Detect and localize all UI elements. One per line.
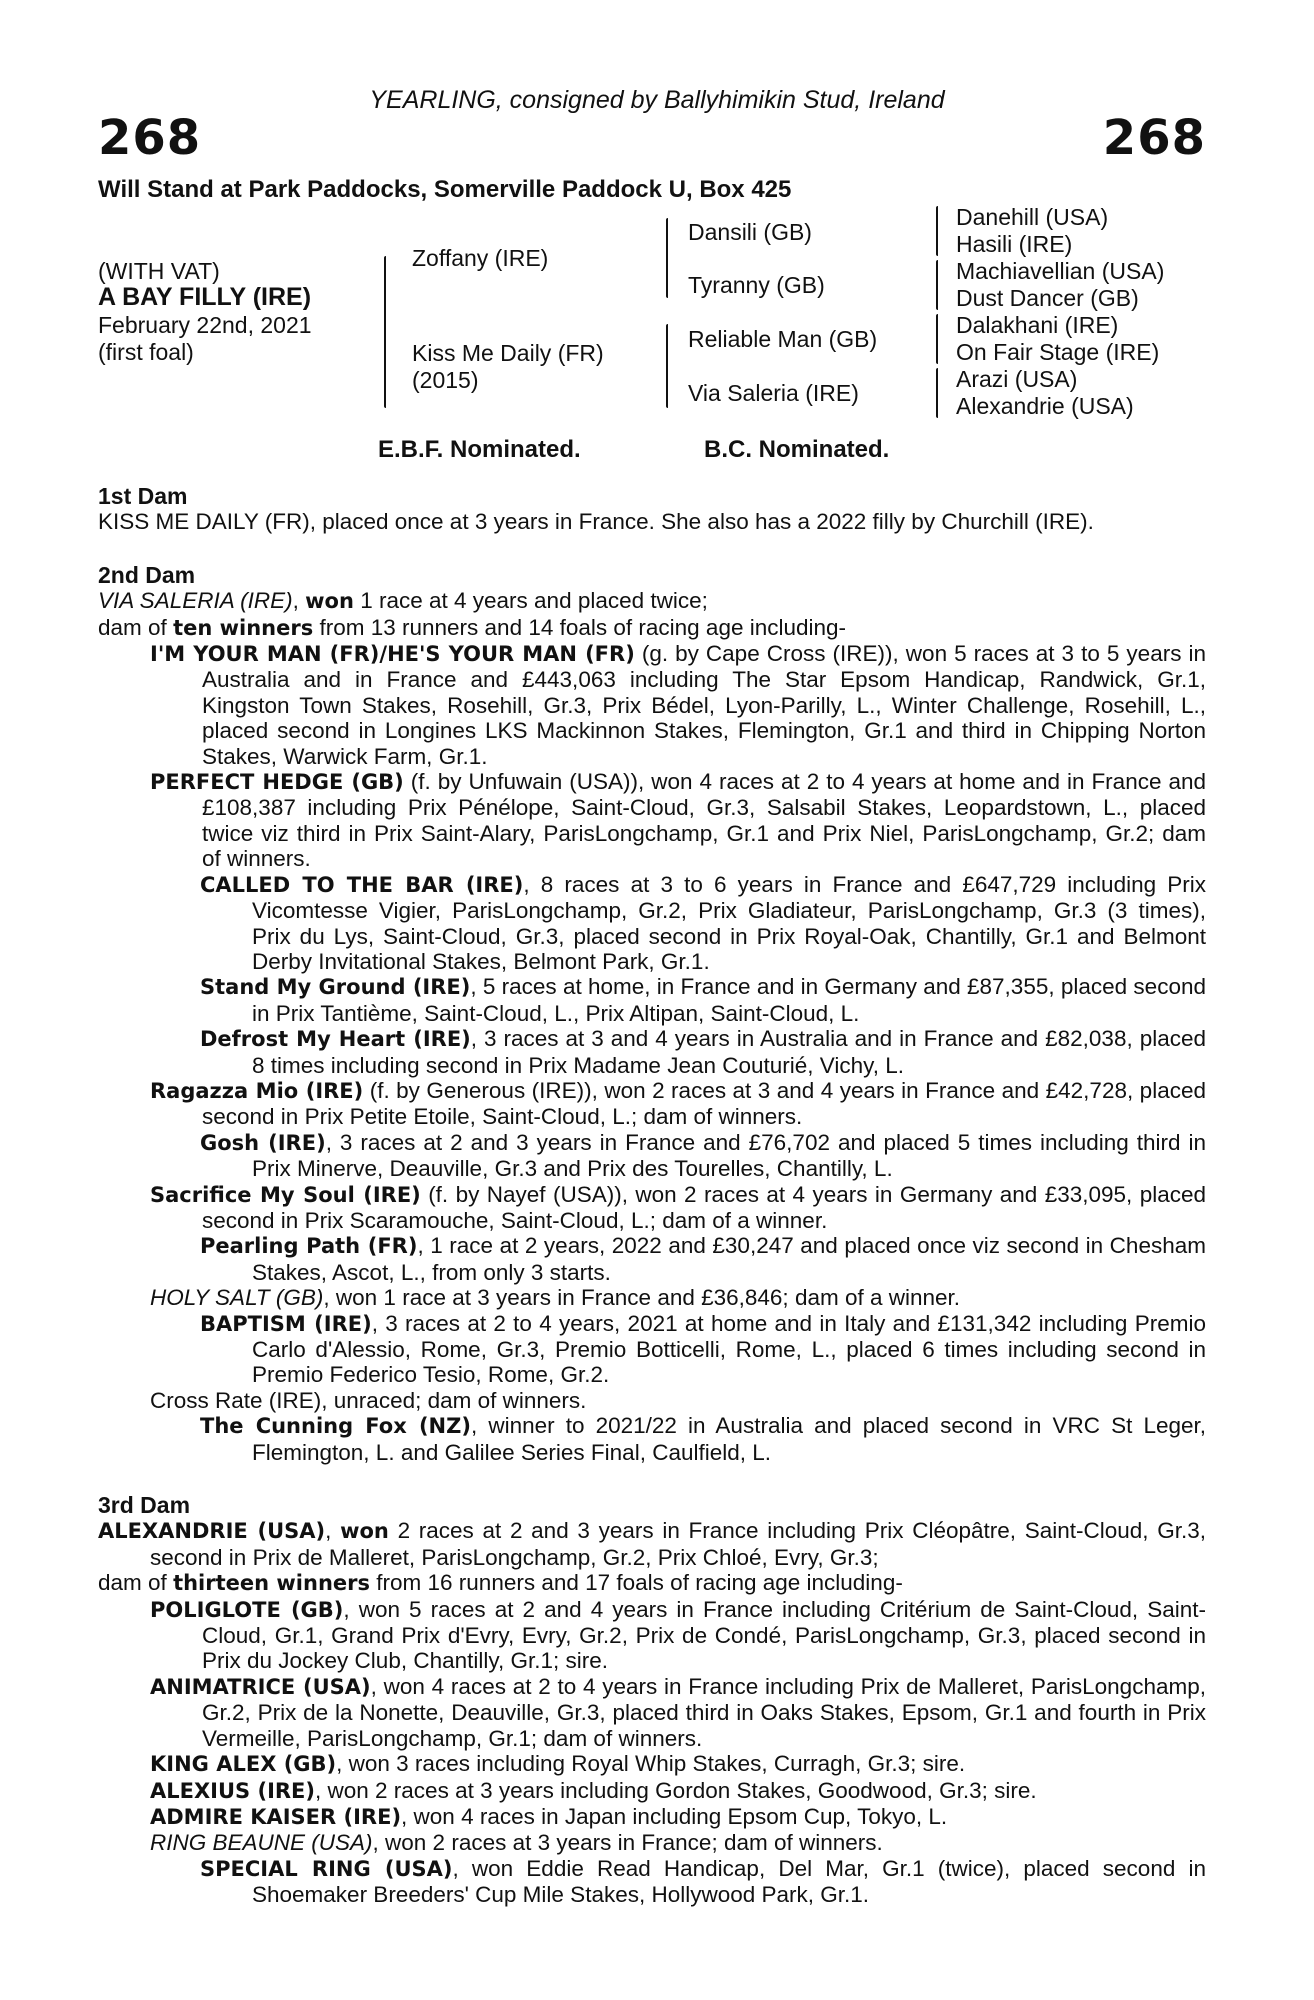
produce-entry-name: HOLY SALT (GB) (150, 1285, 324, 1311)
sire-dam-name: Tyranny (GB) (688, 272, 825, 298)
produce-entry (98, 1778, 1206, 1804)
produce-entry-text: , won Eddie Read Handicap, Del Mar, Gr.1 (twice), placed second in Shoemaker Breeders' Cup Mile Stakes, Hollywood Park, Gr.1. (252, 1855, 1206, 1908)
produce-entry-name: The Cunning Fox (NZ) (200, 1414, 471, 1439)
produce-entry-text: , 3 races at 2 and 3 years in France and £76,702 and placed 5 times including third in Prix Minerve, Deauville, Gr.3 and Prix des Tourelles, Chantilly, L. (252, 1129, 1207, 1182)
produce-entry-name: ALEXIUS (IRE) (150, 1778, 315, 1803)
ggp-3: Machiavellian (USA) (956, 258, 1165, 284)
produce-entry-name: CALLED TO THE BAR (IRE) (200, 872, 524, 897)
produce-entry-name: Sacrifice My Soul (IRE) (150, 1182, 421, 1207)
lot-number-right: 268 (1102, 110, 1206, 166)
produce-entry (98, 641, 1206, 769)
pedigree-brace-g4 (936, 368, 938, 418)
third-dam-name: ALEXANDRIE (USA) (98, 1519, 326, 1544)
horse-name: A BAY FILLY (IRE) (98, 283, 312, 311)
second-dam-produce-line (98, 615, 1206, 641)
produce-entry (98, 1311, 1206, 1388)
pedigree-brace-g2 (936, 260, 938, 310)
ggp-5: Dalakhani (IRE) (956, 312, 1119, 338)
stand-location: Will Stand at Park Paddocks, Somerville Paddock U, Box 425 (98, 176, 792, 203)
produce-entry-name: Cross Rate (IRE) (150, 1387, 322, 1413)
produce-entry-text: , won 4 races at 2 to 4 years in France including Prix de Malleret, ParisLongchamp, Gr.2, Prix de la Nonette, Deauville, Gr.3, placed third in Oaks Stakes, Epsom, Gr.1 and fourth in Prix Vermeille, ParisLongchamp, Gr.1; dam of winners. (202, 1673, 1206, 1751)
third-dam-intro: ALEXANDRIE (USA), won 2 races at 2 and 3 years in France including Prix Cléopâtre, Saint-Cloud, Gr.3, second in Prix de Malleret, ParisLongchamp, Gr.2, Prix Chloé, Evry, Gr.3; (98, 1518, 1206, 1570)
produce-entry-text: , 8 races at 3 to 6 years in France and £647,729 including Prix Vicomtesse Vigier, ParisLongchamp, Gr.2, Prix Gladiateur, ParisLongchamp, Gr.3 (3 times), Prix du Lys, Saint-Cloud, Gr.3, placed second in Prix Royal-Oak, Chantilly, Gr.1 and Belmont Derby Invitational Stakes, Belmont Park, Gr.1. (252, 871, 1206, 974)
third-dam-winners-count: thirteen winners (173, 1571, 370, 1596)
second-dam-entries (98, 641, 1206, 1465)
produce-entry (98, 769, 1206, 872)
produce-entry-text: , 3 races at 2 to 4 years, 2021 at home and in Italy and £131,342 including Premio Carlo d'Alessio, Rome, Gr.3, Premio Botticelli, Rome, L., placed 6 times including second in Premio Federico Tesio, Rome, Gr.2. (252, 1310, 1206, 1388)
produce-entry (98, 1233, 1206, 1285)
second-dam-dam-of: dam of (98, 614, 167, 640)
pedigree-brace-dam (666, 324, 668, 408)
produce-entry (98, 974, 1206, 1026)
pedigree-brace-g1 (936, 206, 938, 256)
produce-entry (98, 1182, 1206, 1234)
bc-nomination: B.C. Nominated. (704, 436, 890, 463)
ggp-4: Dust Dancer (GB) (956, 285, 1139, 311)
produce-entry (98, 1804, 1206, 1830)
sire-sire-name: Dansili (GB) (688, 219, 812, 245)
sire-name: Zoffany (IRE) (412, 245, 549, 271)
produce-entry-text: , 3 races at 3 and 4 years in Australia and in France and £82,038, placed 8 times including second in Prix Madame Jean Couturié, Vichy, L. (252, 1026, 1206, 1078)
third-dam-runners: from 16 runners and 17 foals of racing age including- (376, 1570, 903, 1596)
second-dam-intro: VIA SALERIA (IRE), won 1 race at 4 years and placed twice; (98, 588, 708, 614)
vat-note: (WITH VAT) (98, 258, 220, 284)
produce-entry (98, 1856, 1206, 1908)
produce-entry-name: SPECIAL RING (USA) (200, 1856, 453, 1881)
dam-sire-name: Reliable Man (GB) (688, 326, 878, 352)
produce-entry-text: (f. by Unfuwain (USA)), won 4 races at 2 to 4 years at home and in France and £108,387 including Prix Pénélope, Saint-Cloud, Gr.3, Salsabil Stakes, Leopardstown, L., placed twice viz third in Prix Saint-Alary, ParisLongchamp, Gr.1 and Prix Niel, ParisLongchamp, Gr.2; dam of winners. (202, 769, 1206, 872)
dam-dam-name: Via Saleria (IRE) (688, 380, 859, 406)
produce-entry (98, 872, 1206, 975)
produce-entry (98, 1751, 1206, 1777)
produce-entry-name: Pearling Path (FR) (200, 1234, 418, 1259)
ggp-6: On Fair Stage (IRE) (956, 339, 1160, 365)
produce-entry (98, 1830, 1206, 1855)
produce-entry (98, 1026, 1206, 1078)
second-dam-intro-rest: 1 race at 4 years and placed twice; (360, 588, 708, 614)
produce-entry-text: (f. by Nayef (USA)), won 2 races at 4 years in Germany and £33,095, placed second in Prix Scaramouche, Saint-Cloud, L.; dam of a winner. (202, 1181, 1206, 1233)
produce-entry (98, 1674, 1206, 1751)
third-dam-heading: 3rd Dam (98, 1492, 191, 1519)
third-dam-produce-line (98, 1570, 1206, 1596)
produce-entry-text: , won 1 race at 3 years in France and £36,846; dam of a winner. (323, 1285, 961, 1311)
produce-entry (98, 1285, 1206, 1310)
catalogue-body (98, 484, 1206, 1908)
produce-entry (98, 1413, 1206, 1465)
produce-entry-name: Stand My Ground (IRE) (200, 975, 471, 1000)
produce-entry-text: , won 3 races including Royal Whip Stakes, Curragh, Gr.3; sire. (336, 1751, 966, 1777)
produce-entry-name: Defrost My Heart (IRE) (200, 1027, 471, 1052)
produce-entry-text: (f. by Generous (IRE)), won 2 races at 3 and 4 years in France and £42,728, placed second in Prix Petite Etoile, Saint-Cloud, L.; dam of winners. (202, 1077, 1206, 1130)
produce-entry-name: Gosh (IRE) (200, 1130, 326, 1155)
ggp-7: Arazi (USA) (956, 366, 1078, 392)
produce-entry-name: Ragazza Mio (IRE) (150, 1078, 364, 1103)
ebf-nomination: E.B.F. Nominated. (378, 436, 581, 463)
second-dam-heading: 2nd Dam (98, 561, 196, 588)
second-dam-name: VIA SALERIA (IRE) (98, 588, 293, 614)
foal-note: (first foal) (98, 339, 194, 365)
foaling-date: February 22nd, 2021 (98, 312, 312, 338)
produce-entry-name: BAPTISM (IRE) (200, 1311, 372, 1336)
ggp-2: Hasili (IRE) (956, 231, 1073, 257)
produce-entry (98, 1130, 1206, 1182)
produce-entry-text: , 5 races at home, in France and in Germany and £87,355, placed second in Prix Tantième, Saint-Cloud, L., Prix Altipan, Saint-Cloud, L. (252, 974, 1206, 1026)
lot-number-left: 268 (98, 110, 202, 166)
sale-subtitle: YEARLING, consigned by Ballyhimikin Stud, Ireland (369, 86, 945, 114)
dam-name: Kiss Me Daily (FR) (412, 340, 604, 366)
second-dam-winners-count: ten winners (173, 615, 314, 640)
pedigree-brace-g3 (936, 314, 938, 364)
third-dam-won: won (340, 1519, 389, 1544)
produce-entry-text: , 1 race at 2 years, 2022 and £30,247 and placed once viz second in Chesham Stakes, Ascot, L., from only 3 starts. (252, 1233, 1206, 1285)
produce-entry-text: , won 4 races in Japan including Epsom Cup, Tokyo, L. (401, 1803, 948, 1829)
pedigree-brace-sire (666, 218, 668, 298)
pedigree-brace-main (384, 256, 386, 408)
produce-entry (98, 1597, 1206, 1674)
produce-entry-text: , unraced; dam of winners. (321, 1387, 587, 1413)
produce-entry-name: POLIGLOTE (GB) (150, 1597, 344, 1622)
second-dam-runners: from 13 runners and 14 foals of racing age including- (319, 614, 847, 640)
first-dam-text: KISS ME DAILY (FR), placed once at 3 years in France. She also has a 2022 filly by Churchill (IRE). (98, 509, 1094, 535)
produce-entry-name: RING BEAUNE (USA) (150, 1830, 373, 1856)
third-dam-intro-rest: 2 races at 2 and 3 years in France including Prix Cléopâtre, Saint-Cloud, Gr.3, second in Prix de Malleret, ParisLongchamp, Gr.2, Prix Chloé, Evry, Gr.3; (150, 1518, 1206, 1570)
produce-entry-text: , won 2 races at 3 years in France; dam of winners. (372, 1830, 883, 1856)
produce-entry-text: (g. by Cape Cross (IRE)), won 5 races at 3 to 5 years in Australia and in France and £443,063 including The Star Epsom Handicap, Randwick, Gr.1, Kingston Town Stakes, Rosehill, Gr.3, Prix Bédel, Lyon-Parilly, L., Winter Challenge, Rosehill, L., placed second in Longines LKS Mackinnon Stakes, Flemington, Gr.1 and third in Chipping Norton Stakes, Warwick Farm, Gr.1. (202, 641, 1206, 769)
produce-entry-name: PERFECT HEDGE (GB) (150, 770, 404, 795)
produce-entry-name: I'M YOUR MAN (FR)/HE'S YOUR MAN (FR) (150, 642, 635, 667)
ggp-1: Danehill (USA) (956, 204, 1109, 230)
produce-entry-text: , won 5 races at 2 and 4 years in France including Critérium de Saint-Cloud, Saint-Cloud, Gr.1, Grand Prix d'Evry, Evry, Gr.2, Prix de Condé, ParisLongchamp, Gr.3, placed second in Prix du Jockey Club, Chantilly, Gr.1; sire. (202, 1596, 1206, 1674)
ggp-8: Alexandrie (USA) (956, 393, 1134, 419)
dam-year: (2015) (412, 367, 479, 393)
third-dam-entries (98, 1597, 1206, 1908)
produce-entry-text: , winner to 2021/22 in Australia and placed second in VRC St Leger, Flemington, L. and Galilee Series Final, Caulfield, L. (252, 1413, 1206, 1465)
produce-entry-name: ANIMATRICE (USA) (150, 1674, 371, 1699)
produce-entry (98, 1078, 1206, 1130)
second-dam-won: won (305, 589, 354, 614)
produce-entry (98, 1388, 1206, 1413)
first-dam-heading: 1st Dam (98, 483, 188, 509)
produce-entry-text: , won 2 races at 3 years including Gordon Stakes, Goodwood, Gr.3; sire. (315, 1777, 1037, 1803)
produce-entry-name: ADMIRE KAISER (IRE) (150, 1804, 402, 1829)
produce-entry-name: KING ALEX (GB) (150, 1752, 337, 1777)
third-dam-dam-of: dam of (98, 1570, 167, 1596)
